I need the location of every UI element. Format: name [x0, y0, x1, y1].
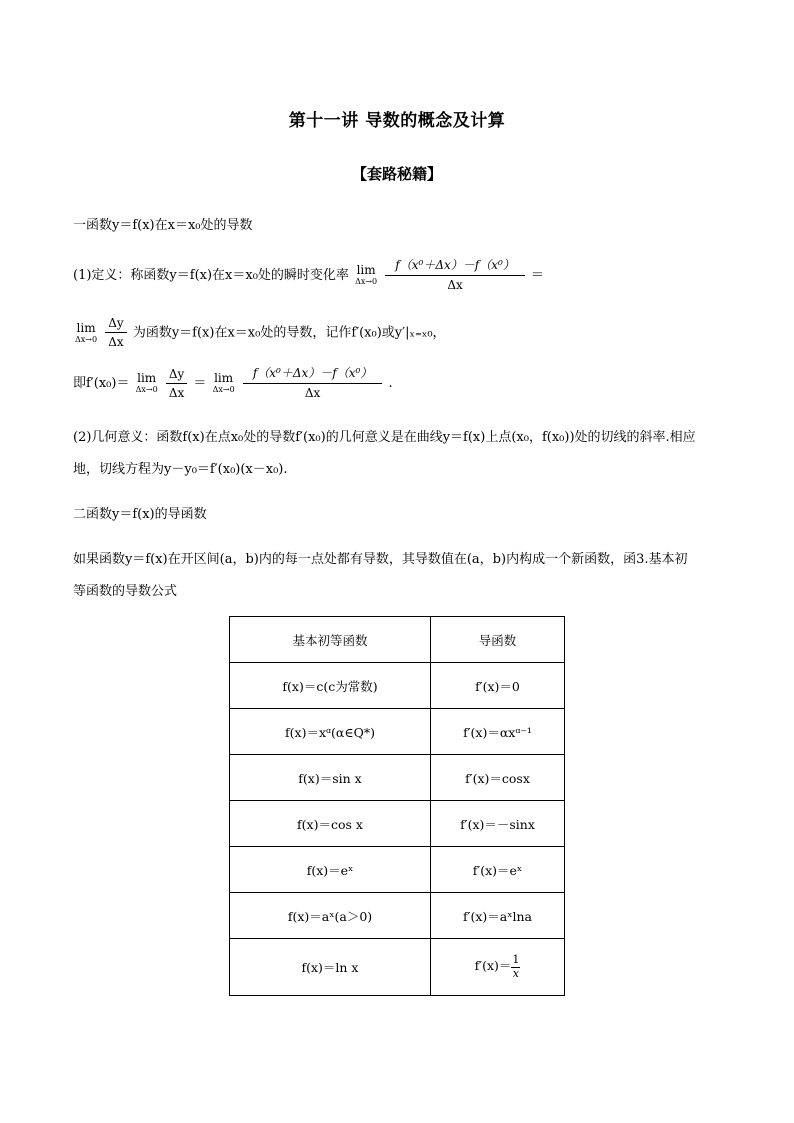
equals-sign: ＝ [193, 375, 207, 391]
limit-subscript: Δx→0 [355, 277, 378, 287]
section-two-heading: 二函数y＝f(x)的导函数 [73, 507, 207, 522]
formula-line [73, 366, 393, 401]
fraction-denominator: Δx [304, 386, 321, 401]
geometric-meaning-line-1: (2)几何意义：函数f(x)在点x₀处的导数f′(x₀)的几何意义是在曲线y＝f(x)上点(x₀，f(x₀))处的切线的斜率.相应 [73, 430, 696, 445]
table-row [230, 663, 565, 709]
limit-word: lim [356, 263, 376, 278]
paragraph-line-2: 等函数的导数公式 [73, 584, 178, 599]
limit-subscript: Δx→0 [135, 385, 158, 395]
dy-numerator: Δy [105, 316, 126, 333]
fraction-denominator: Δx [447, 278, 463, 293]
derivative-formula-table [229, 616, 565, 996]
definition-suffix: 为函数y＝f(x)在x＝x₀处的导数，记作f′(x₀)或y′|ₓ₌ₓ₀， [132, 325, 446, 341]
table-row [230, 893, 565, 939]
definition-prefix: (1)定义：称函数y＝f(x)在x＝x₀处的瞬时变化率 [73, 267, 349, 283]
table-cell: f′(x)＝αxᵅ⁻¹ [431, 709, 565, 755]
fraction-numerator: f（x⁰＋Δx）－f（x⁰） [385, 258, 524, 276]
paragraph-line-1: 如果函数y＝f(x)在开区间(a，b)内的每一点处都有导数，其导数值在(a，b)内构成一个新函数，函3.基本初 [73, 552, 688, 567]
limit-word: lim [76, 320, 96, 335]
dx-denominator: Δx [108, 335, 124, 350]
table-row [230, 709, 565, 755]
limit-word: lim [214, 371, 234, 386]
dy-numerator: Δy [166, 367, 187, 384]
table-cell: f(x)＝aˣ(a＞0) [230, 893, 431, 939]
period: . [388, 375, 393, 391]
table-cell: f′(x)＝aˣlna [431, 893, 565, 939]
section-subtitle: 【套路秘籍】 [351, 165, 442, 183]
dy-dx-fraction [105, 316, 126, 350]
limit-operator [355, 264, 377, 286]
table-row [230, 939, 565, 996]
table-cell: f′(x)＝cosx [431, 755, 565, 801]
table-row [230, 755, 565, 801]
table-header-row [230, 617, 565, 663]
table-header-cell: 导函数 [431, 617, 565, 663]
table-cell: f(x)＝sin x [230, 755, 431, 801]
table-cell: f′(x)＝eˣ [431, 847, 565, 893]
table-row [230, 847, 565, 893]
fraction-denominator: x [512, 966, 519, 980]
fraction-numerator: 1 [512, 953, 520, 967]
table-cell: f′(x)＝0 [431, 663, 565, 709]
table-cell [431, 939, 565, 996]
dx-denominator: Δx [168, 385, 185, 400]
derivative-notation-line [73, 316, 446, 350]
limit-operator [136, 372, 158, 394]
table-cell: f(x)＝eˣ [230, 847, 431, 893]
table-cell-text: f′(x)＝ [474, 958, 512, 974]
dy-dx-fraction [166, 367, 187, 401]
table-cell: f′(x)＝－sinx [431, 801, 565, 847]
limit-word: lim [137, 371, 157, 386]
one-over-x-fraction [511, 954, 520, 979]
difference-quotient [243, 366, 382, 401]
table-cell: f(x)＝cos x [230, 801, 431, 847]
geometric-meaning-line-2: 地，切线方程为y－y₀＝f′(x₀)(x－x₀). [73, 462, 288, 477]
page-title: 第十一讲 导数的概念及计算 [288, 111, 506, 131]
limit-subscript: Δx→0 [75, 334, 98, 344]
limit-operator [75, 322, 97, 344]
table-header-cell: 基本初等函数 [230, 617, 431, 663]
formula-prefix: 即f′(x₀)＝ [73, 375, 130, 391]
limit-operator [213, 372, 235, 394]
limit-subscript: Δx→0 [212, 385, 235, 395]
equals-sign: ＝ [530, 267, 544, 283]
table-row [230, 801, 565, 847]
table-cell: f(x)＝ln x [230, 939, 431, 996]
definition-line [73, 258, 544, 293]
fraction-numerator: f（x⁰＋Δx）－f（x⁰） [243, 366, 382, 384]
table-cell: f(x)＝c(c为常数) [230, 663, 431, 709]
section-one-heading: 一函数y＝f(x)在x＝x₀处的导数 [73, 218, 253, 233]
difference-quotient [385, 258, 524, 293]
table-cell: f(x)＝xᵅ(α∈Q*) [230, 709, 431, 755]
